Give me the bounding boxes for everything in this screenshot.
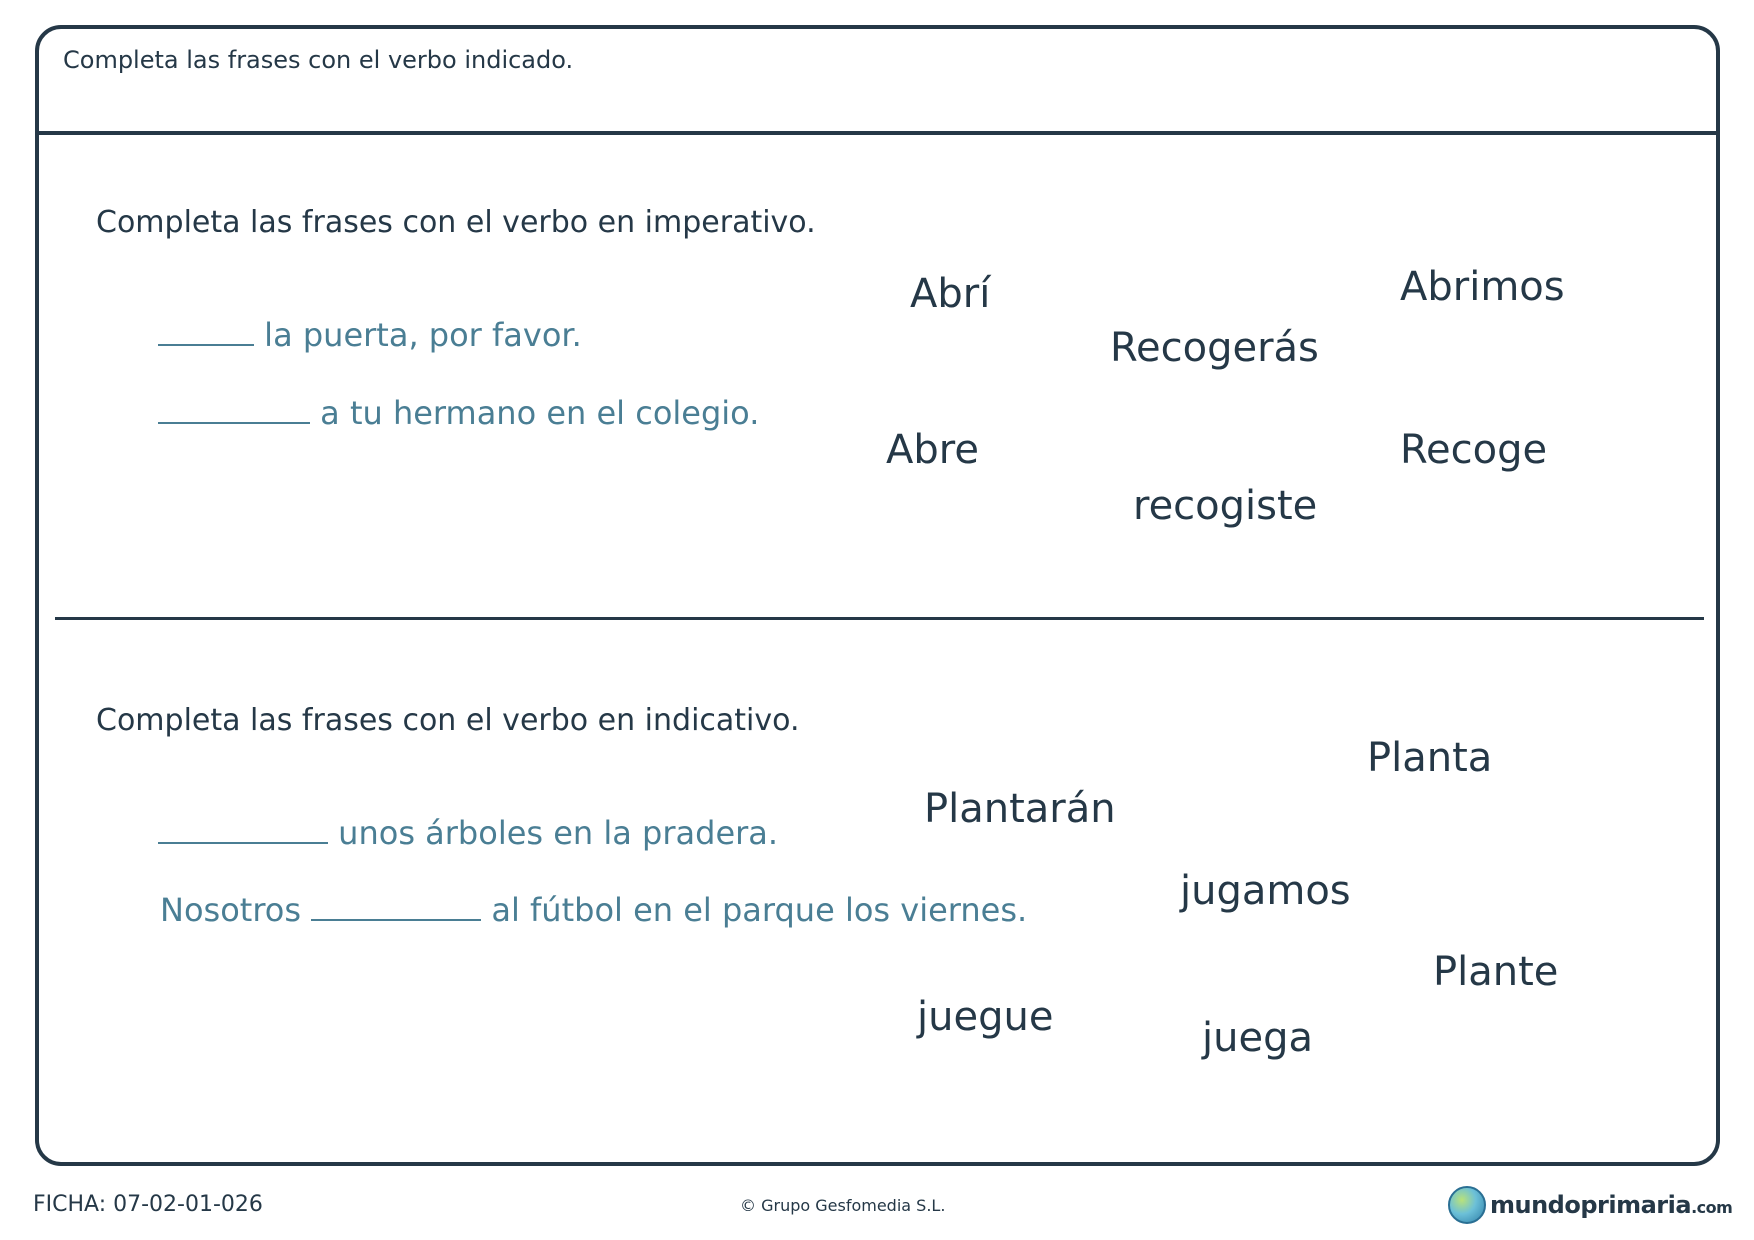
header-instruction: Completa las frases con el verbo indicado.: [63, 46, 574, 74]
section2-sentence-1: [158, 814, 778, 852]
globe-icon: [1448, 1186, 1486, 1224]
word-option: Abrimos: [1400, 264, 1565, 310]
sentence-text: a tu hermano en el colegio.: [310, 394, 760, 432]
word-option: Planta: [1367, 735, 1493, 781]
sentence-text: la puerta, por favor.: [254, 316, 582, 354]
word-option: Recoge: [1400, 427, 1548, 473]
word-option: Abre: [886, 427, 979, 473]
section-divider: [55, 617, 1704, 620]
word-option: Recogerás: [1110, 325, 1319, 371]
header-divider: [37, 131, 1718, 135]
sentence-blank[interactable]: [158, 396, 310, 424]
sentence-blank[interactable]: [158, 816, 328, 844]
word-option: Plante: [1433, 949, 1559, 995]
worksheet-code: FICHA: 07-02-01-026: [33, 1192, 263, 1217]
word-option: juega: [1202, 1015, 1313, 1061]
sentence-text: unos árboles en la pradera.: [328, 814, 779, 852]
sentence-text: al fútbol en el parque los viernes.: [481, 891, 1028, 929]
word-option: jugamos: [1180, 868, 1351, 914]
sentence-blank[interactable]: [311, 893, 481, 921]
section1-sentence-1: [158, 316, 582, 354]
sentence-blank[interactable]: [158, 318, 254, 346]
word-option: Plantarán: [924, 786, 1116, 832]
logo-text: mundoprimaria.com: [1490, 1191, 1733, 1219]
word-option: Abrí: [910, 271, 991, 317]
section2-sentence-2: [160, 891, 1027, 929]
sentence-text: Nosotros: [160, 891, 312, 929]
word-option: recogiste: [1133, 483, 1318, 529]
site-logo[interactable]: [1448, 1185, 1732, 1225]
word-option: juegue: [917, 994, 1054, 1040]
section2-instruction: Completa las frases con el verbo en indicativo.: [96, 703, 800, 738]
section1-sentence-2: [158, 394, 759, 432]
section1-instruction: Completa las frases con el verbo en imperativo.: [96, 205, 816, 240]
copyright-notice: © Grupo Gesfomedia S.L.: [740, 1196, 946, 1215]
